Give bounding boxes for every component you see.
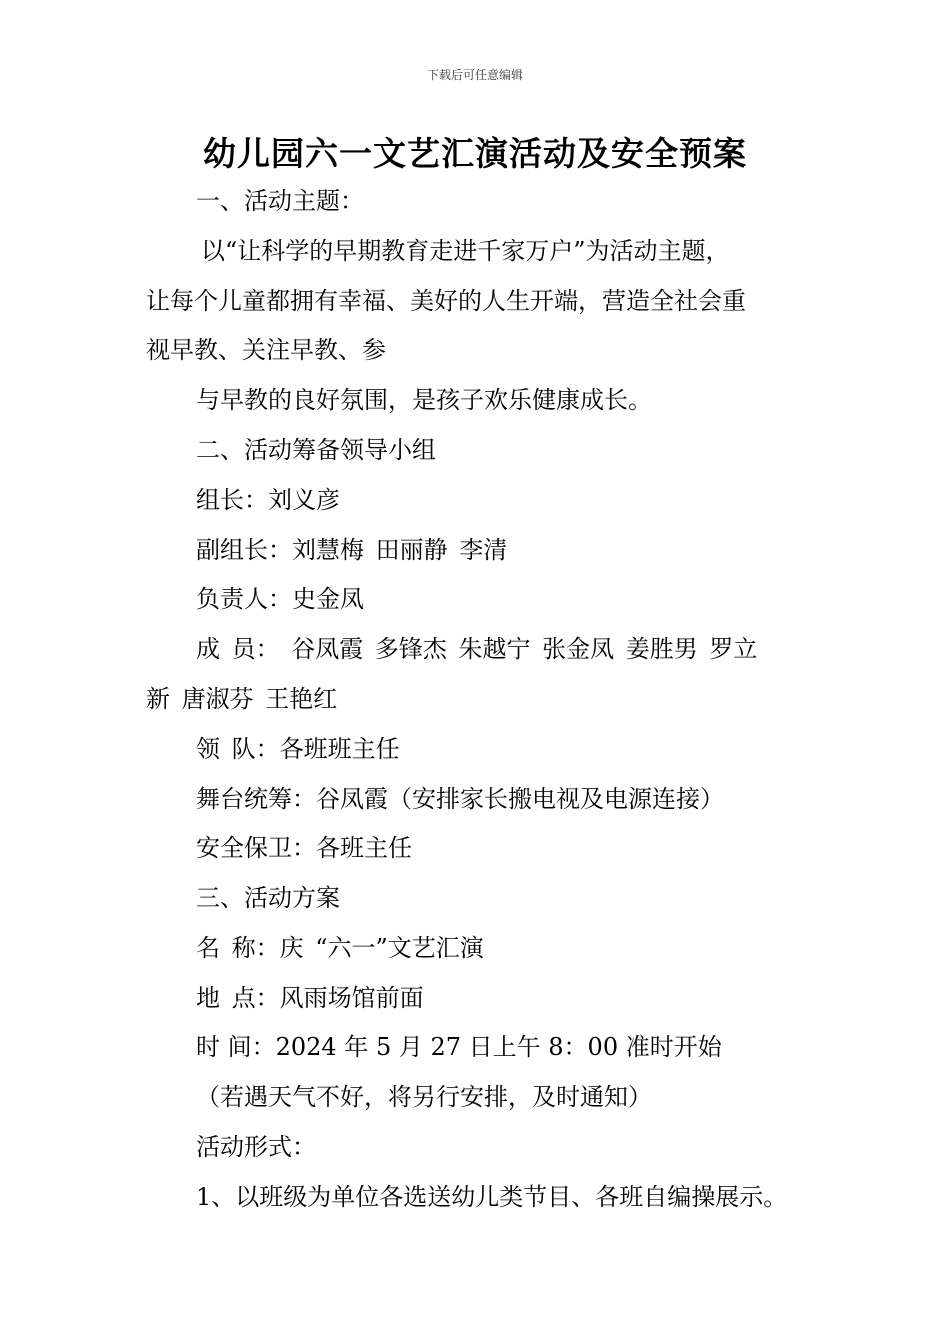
paragraph-line: 以“让科学的早期教育走进千家万户”为活动主题， bbox=[201, 237, 730, 265]
deputy-leader-line: 副组长：刘慧梅 田丽静 李清 bbox=[196, 536, 508, 564]
header-note: 下载后可任意编辑 bbox=[426, 68, 523, 82]
paragraph-line: 视早教、关注早教、参 bbox=[146, 336, 386, 364]
person-in-charge-line: 负责人：史金凤 bbox=[196, 585, 364, 613]
members-line-continued: 新 唐淑芬 王艳红 bbox=[146, 685, 338, 713]
activity-format-item-1: 1、以班级为单位各选送幼儿类节目、各班自编操展示。 bbox=[196, 1183, 788, 1211]
section-heading-plan: 三、活动方案 bbox=[196, 884, 340, 912]
team-lead-line: 领 队：各班班主任 bbox=[196, 735, 400, 763]
security-line: 安全保卫：各班主任 bbox=[196, 834, 412, 862]
event-time-line: 时 间：2024 年 5 月 27 日上午 8：00 准时开始 bbox=[196, 1033, 722, 1061]
activity-format-heading: 活动形式： bbox=[196, 1133, 316, 1161]
section-heading-theme: 一、活动主题： bbox=[196, 187, 364, 215]
paragraph-line: 与早教的良好氛围，是孩子欢乐健康成长。 bbox=[196, 386, 652, 414]
weather-note-line: （若遇天气不好，将另行安排，及时通知） bbox=[196, 1083, 652, 1111]
paragraph-line: 让每个儿童都拥有幸福、美好的人生开端，营造全社会重 bbox=[146, 287, 746, 315]
stage-coordination-line: 舞台统筹：谷凤霞（安排家长搬电视及电源连接） bbox=[196, 785, 724, 813]
leader-line: 组长：刘义彦 bbox=[196, 486, 340, 514]
document-title: 幼儿园六一文艺汇演活动及安全预案 bbox=[203, 134, 747, 173]
section-heading-leadership: 二、活动筹备领导小组 bbox=[196, 436, 436, 464]
event-name-line: 名 称：庆 “六一”文艺汇演 bbox=[196, 934, 484, 962]
event-location-line: 地 点：风雨场馆前面 bbox=[196, 984, 424, 1012]
members-line: 成 员： 谷凤霞 多锋杰 朱越宁 张金凤 姜胜男 罗立 bbox=[196, 635, 758, 663]
